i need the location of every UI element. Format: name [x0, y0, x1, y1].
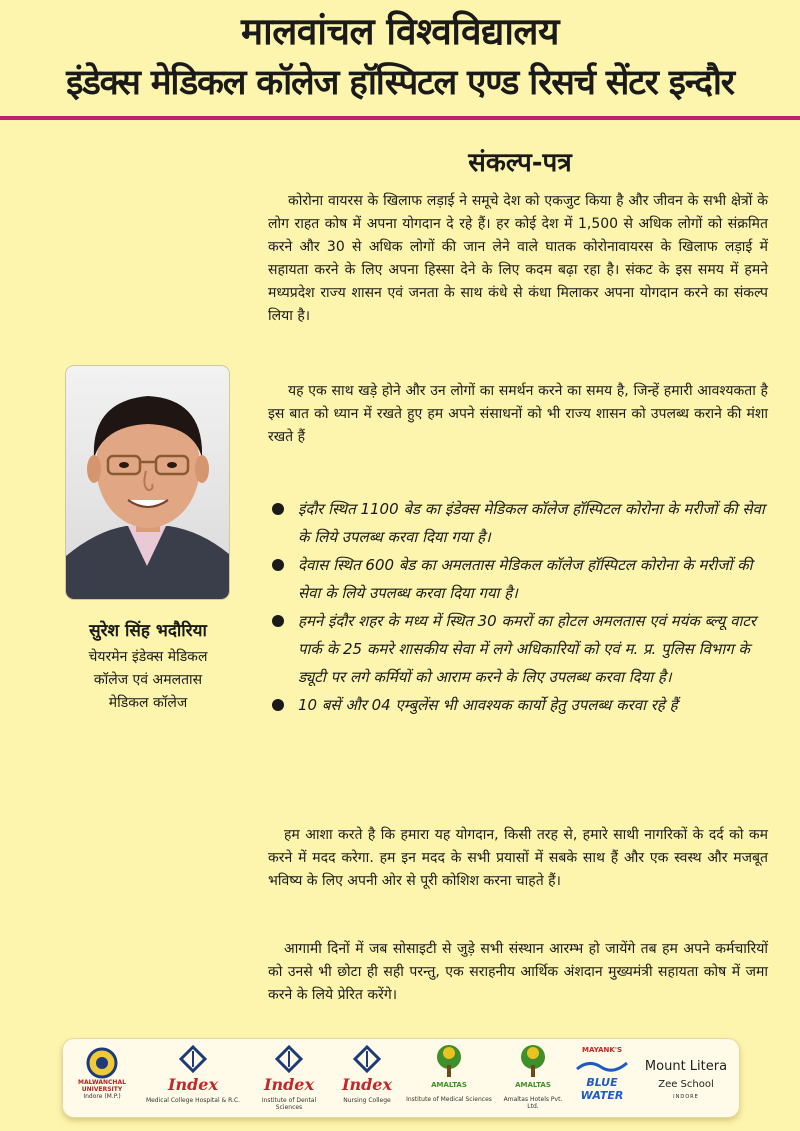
malwanchal-university-logo	[67, 1039, 137, 1117]
index-nursing-wordmark: Index	[341, 1075, 393, 1094]
page-header	[0, 0, 800, 118]
portrait-illustration	[66, 366, 229, 599]
designation-line-3: मेडिकल कॉलेज	[108, 695, 188, 711]
list-item-text: हमने इंदौर शहर के मध्य में स्थित 30 कमरों का होटल अमलतास एवं मयंक ब्ल्यू वाटर पार्क के 25 कमरे शासकीय सेवा में लगे अधिकारियों को एवं म. प्र. पुलिस विभाग के ड्यूटी पर लगे कर्मियों को आराम करने के लिए उपलब्ध करवा दिया है।	[298, 612, 757, 686]
paragraph-intro: कोरोना वायरस के खिलाफ लड़ाई ने समूचे देश को एकजुट किया है और जीवन के सभी क्षेत्रों के लोग राहत कोष में अपना योगदान दे रहे हैं। हर कोई देश में 1,500 से अधिक लोगों को संक्रमित करने और 30 से अधिक लोगों की जान लेने वाले घातक कोरोनावायरस के खिलाफ लड़ाई में सहायता करने के लिए अपना हिस्सा देने के लिए कदम बढ़ा रहा है। संकट के इस समय में हमने मध्यप्रदेश राज्य शासन एवं जनता के साथ कंधे से कंधा मिलाकर अपना योगदान करने का संकल्प लिया है।	[268, 193, 768, 324]
index-medical-wordmark: Index	[167, 1075, 219, 1094]
mayanks-blue-water-logo	[571, 1039, 633, 1117]
logo-strip	[62, 1038, 740, 1118]
resolution-title: संकल्प-पत्र	[468, 148, 572, 178]
paragraph-future: आगामी दिनों में जब सोसाइटी से जुड़े सभी संस्थान आरम्भ हो जायेंगे तब हम अपने कर्मचारियों को उनसे भी छोटा ही सही परन्तु, एक सराहनीय आर्थिक अंशदान मुख्यमंत्री सहायता कोष में जमा करने के लिये प्रेरित करेंगे।	[268, 941, 768, 1003]
bullet-icon	[272, 559, 284, 571]
index-medical-logo	[143, 1039, 243, 1117]
tree-icon	[405, 1043, 493, 1079]
mayanks-caption: MAYANK'S	[582, 1046, 622, 1054]
list-item	[268, 495, 768, 551]
index-medical-caption: Medical College Hospital & R.C.	[145, 1097, 241, 1104]
mount-litera-wordmark: Mount Litera	[644, 1059, 728, 1074]
chairman-name: सुरेश सिंह भदौरिया	[89, 621, 207, 641]
mount-litera-zee-school-logo	[637, 1039, 735, 1117]
designation-line-2: कॉलेज एवं अमलतास	[93, 672, 203, 688]
paragraph-support: यह एक साथ खड़े होने और उन लोगों का समर्थन करने का समय है, जिन्हें हमारी आवश्यकता है इस बात को ध्यान में रखते हुए हम अपने संसाधनों को भी राज्य शासन को उपलब्ध कराने की मंशा रखते हैं	[268, 383, 768, 445]
university-caption-2: UNIVERSITY	[81, 1086, 123, 1093]
index-nursing-caption: Nursing College	[343, 1097, 391, 1104]
index-dental-wordmark: Index	[263, 1075, 315, 1094]
wave-icon	[571, 1057, 633, 1075]
amaltas-hotels-logo	[497, 1039, 569, 1117]
index-emblem-icon	[249, 1045, 329, 1075]
chairman-photo	[66, 366, 229, 599]
indore-caption: INDORE	[673, 1094, 699, 1100]
bullet-icon	[272, 503, 284, 515]
bullet-icon	[272, 699, 284, 711]
list-item-text: इंदौर स्थित 1100 बेड का इंडेक्स मेडिकल कॉलेज हॉस्पिटल कोरोना के मरीजों की सेवा के लिये उपलब्ध करवा दिया गया है।	[298, 500, 765, 546]
list-item	[268, 607, 768, 691]
index-dental-caption: Institute of Dental Sciences	[261, 1097, 317, 1111]
index-dental-logo	[249, 1039, 329, 1117]
bullet-icon	[272, 615, 284, 627]
zee-school-wordmark: Zee School	[658, 1079, 714, 1090]
list-item-text: 10 बसें और 04 एम्बुलेंस भी आवश्यक कार्यो हेतु उपलब्ध करवा रहे हैं	[298, 696, 678, 714]
contribution-list	[268, 495, 768, 719]
chairman-designation	[40, 646, 256, 715]
index-emblem-icon	[143, 1045, 243, 1075]
amaltas-medical-logo	[405, 1039, 493, 1117]
university-caption-1: MALWANCHAL	[78, 1079, 126, 1086]
index-nursing-logo	[335, 1039, 399, 1117]
college-title: इंडेक्स मेडिकल कॉलेज हॉस्पिटल एण्ड रिसर्च सेंटर इन्दौर	[66, 63, 734, 103]
amaltas-hotels-caption: Amaltas Hotels Pvt. Ltd.	[503, 1096, 563, 1110]
tree-icon	[497, 1043, 569, 1079]
paragraph-hope: हम आशा करते है कि हमारा यह योगदान, किसी तरह से, हमारे साथी नागरिकों के दर्द को कम करने में मदद करेगा. हम इन मदद के सभी प्रयासों में सबके साथ हैं और एक स्वस्थ और मजबूत भविष्य के लिए अपनी ओर से पूरी कोशिश करना चाहते हैं।	[268, 827, 768, 889]
list-item	[268, 551, 768, 607]
water-wordmark: WATER	[580, 1089, 624, 1102]
header-rule	[0, 116, 800, 120]
list-item-text: देवास स्थित 600 बेड का अमलतास मेडिकल कॉलेज हॉस्पिटल कोरोना के मरीजों की सेवा के लिये उपलब्ध करवा दिया गया है।	[298, 556, 753, 602]
university-title: मालवांचल विश्वविद्यालय	[241, 10, 559, 53]
amaltas-medical-wordmark: AMALTAS	[431, 1081, 467, 1089]
list-item	[268, 691, 768, 719]
amaltas-hotels-wordmark: AMALTAS	[515, 1081, 551, 1089]
index-emblem-icon	[335, 1045, 399, 1075]
amaltas-medical-caption: Institute of Medical Sciences	[406, 1096, 492, 1103]
blue-wordmark: BLUE	[586, 1076, 618, 1089]
designation-line-1: चेयरमेन इंडेक्स मेडिकल	[88, 649, 208, 665]
university-caption-3: Indore (M.P.)	[83, 1093, 121, 1100]
